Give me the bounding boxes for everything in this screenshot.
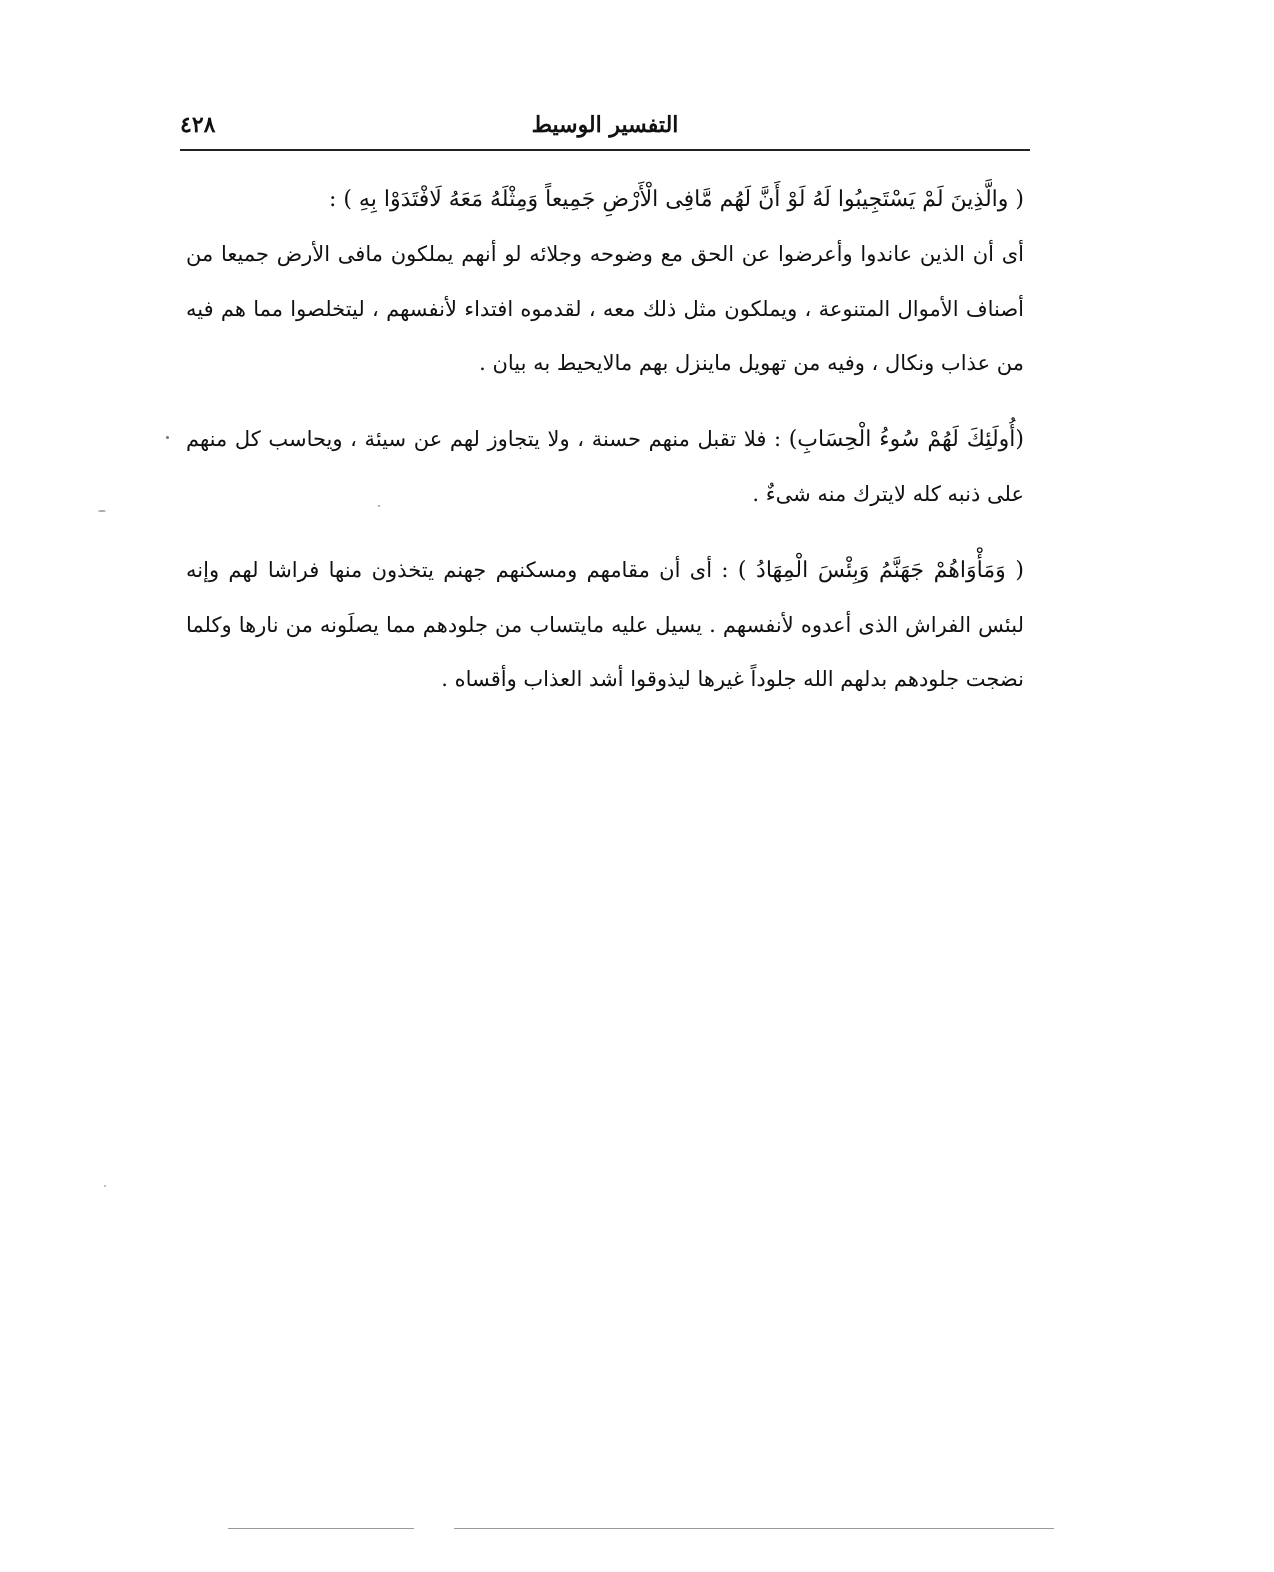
paragraph-2 xyxy=(186,227,1024,390)
footer-rule xyxy=(454,1528,1054,1529)
quran-verse: ( وَمَأْوَاهُمْ جَهَنَّمُ وَبِئْسَ الْمِهَادُ ) xyxy=(737,558,1024,583)
scan-speck xyxy=(104,1185,106,1187)
footer-rule xyxy=(228,1528,414,1529)
body-text xyxy=(186,172,1024,706)
scan-speck xyxy=(166,436,169,439)
quran-verse: (أُولَئِكَ لَهُمْ سُوءُ الْحِسَابِ) xyxy=(788,427,1024,452)
commentary-text: : أى أن مقامهم ومسكنهم جهنم يتخذون منها فراشا لهم وإنه لبئس الفراش الذى أعدوه لأنفسهم . يسيل عليه مايتساب من جلودهم مما يصلَونه من نارها وكلما نضجت جلودهم بدلهم الله جلوداً غيرها ليذوقوا أشد العذاب وأقساه . xyxy=(186,558,1024,691)
header-rule xyxy=(180,149,1030,151)
scan-speck xyxy=(98,510,106,512)
page-number: ٤٢٨ xyxy=(180,112,216,138)
commentary-text: أى أن الذين عاندوا وأعرضوا عن الحق مع وضوحه وجلائه لو أنهم يملكون مافى الأرض جميعا من أصناف الأموال المتنوعة ، ويملكون مثل ذلك معه ، لقدموه افتداء لأنفسهم ، ليتخلصوا مما هم فيه من عذاب ونكال ، وفيه من تهويل ماينزل بهم مالايحيط به بيان . xyxy=(186,242,1024,375)
paragraph-3 xyxy=(186,412,1024,521)
paragraph-4 xyxy=(186,543,1024,706)
scan-speck xyxy=(378,505,380,507)
commentary-text: : فلا تقبل منهم حسنة ، ولا يتجاوز لهم عن سيئة ، ويحاسب كل منهم على ذنبه كله لايترك منه شىءٌ . xyxy=(186,427,1024,506)
paragraph-1 xyxy=(186,172,1024,227)
page-header xyxy=(180,108,1030,148)
quran-verse: ( والَّذِينَ لَمْ يَسْتَجِيبُوا لَهُ لَوْ أَنَّ لَهُم مَّافِى الْأَرْضِ جَمِيعاً وَمِثْلَهُ مَعَهُ لَافْتَدَوْا بِهِ ) : xyxy=(328,187,1024,212)
running-title: التفسير الوسيط xyxy=(531,112,679,138)
